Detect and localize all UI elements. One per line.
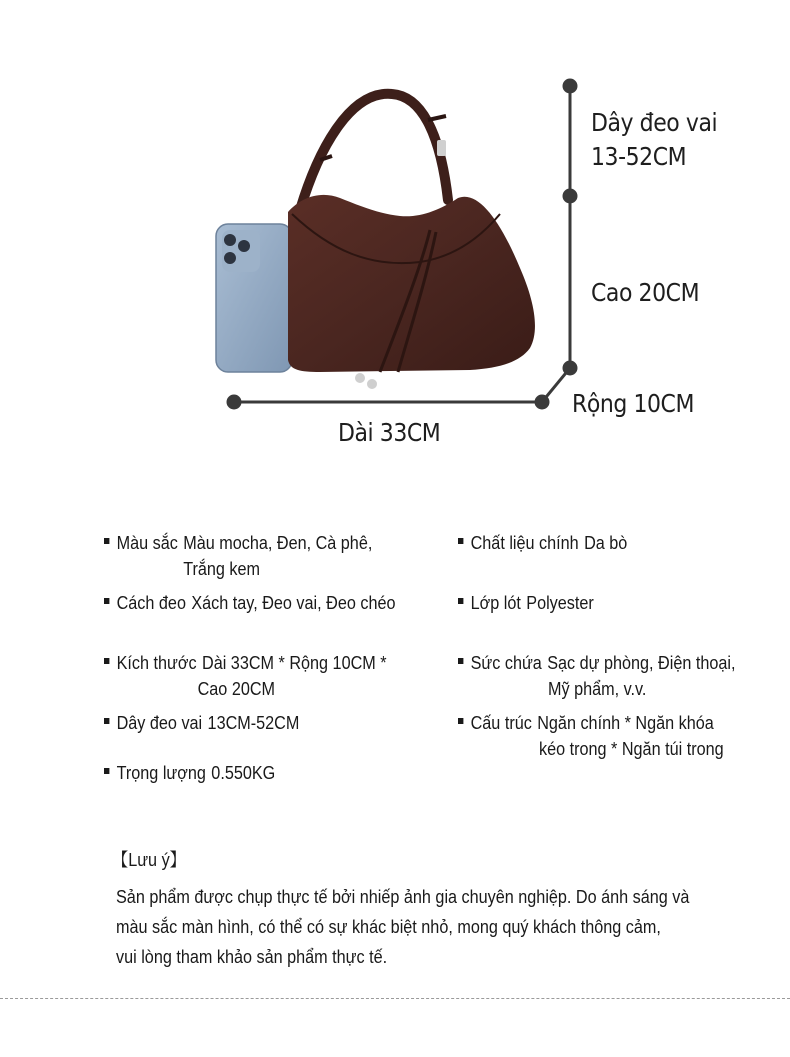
- spec-key: Chất liệu chính: [470, 533, 579, 553]
- length-left-dot: [228, 396, 240, 408]
- note-line: vui lòng tham khảo sản phẩm thực tế.: [116, 947, 388, 967]
- spec-value: Xách tay, Đeo vai, Đeo chéo: [191, 593, 396, 613]
- note-body: [116, 882, 692, 972]
- width-dimension-label: Rộng 10CM: [572, 389, 695, 418]
- spec-value: 13CM-52CM: [207, 713, 300, 733]
- note-title: 【Lưu ý】: [112, 850, 186, 870]
- bullet-icon: [104, 718, 109, 724]
- bullet-icon: [458, 718, 463, 724]
- spec-size: [104, 650, 387, 702]
- spec-carry: [104, 590, 395, 616]
- spec-lining: [458, 590, 594, 616]
- bullet-icon: [458, 598, 463, 604]
- length-dimension-label: Dài 33CM: [338, 418, 441, 447]
- spec-key: Cách đeo: [116, 593, 186, 613]
- bag-strap: [300, 94, 448, 210]
- bullet-icon: [104, 658, 109, 664]
- strap-dimension-label: Dây đeo vai: [591, 108, 718, 137]
- spec-key: Cấu trúc: [470, 713, 532, 733]
- bullet-icon: [104, 538, 109, 544]
- strap-top-dot: [564, 80, 576, 92]
- spec-weight: [104, 760, 275, 786]
- spec-value-cont: Trắng kem: [183, 559, 261, 579]
- spec-capacity: [458, 650, 736, 702]
- strap-bottom-dot: [564, 190, 576, 202]
- spec-value: Dài 33CM * Rộng 10CM *: [202, 653, 387, 673]
- divider: [0, 998, 790, 999]
- spec-key: Kích thước: [116, 653, 197, 673]
- spec-value: Da bò: [584, 533, 628, 553]
- note-line: màu sắc màn hình, có thể có sự khác biệt nhỏ, mong quý khách thông cảm,: [116, 917, 661, 937]
- bullet-icon: [104, 598, 109, 604]
- spec-color: [104, 530, 372, 582]
- strap-dimension-value: 13-52CM: [591, 142, 687, 171]
- spec-structure: [458, 710, 724, 762]
- height-dimension-label: Cao 20CM: [591, 278, 700, 307]
- spec-value: Ngăn chính * Ngăn khóa: [537, 713, 714, 733]
- spec-key: Màu sắc: [116, 533, 178, 553]
- bag-image: [288, 195, 535, 389]
- spec-material: [458, 530, 627, 556]
- spec-strap: [104, 710, 299, 736]
- spec-value-cont: kéo trong * Ngăn túi trong: [539, 739, 724, 759]
- phone-image: [216, 224, 292, 372]
- spec-value: Sạc dự phòng, Điện thoại,: [547, 653, 736, 673]
- width-measure-line: [542, 368, 570, 402]
- bullet-icon: [458, 658, 463, 664]
- spec-key: Sức chứa: [470, 653, 542, 673]
- spec-value: 0.550KG: [211, 763, 276, 783]
- spec-key: Dây đeo vai: [116, 713, 203, 733]
- note-line: Sản phẩm được chụp thực tế bởi nhiếp ảnh gia chuyên nghiệp. Do ánh sáng và: [116, 887, 690, 907]
- bullet-icon: [458, 538, 463, 544]
- bullet-icon: [104, 768, 109, 774]
- spec-value: Màu mocha, Đen, Cà phê,: [183, 533, 373, 553]
- spec-value-cont: Cao 20CM: [197, 679, 276, 699]
- spec-value: Polyester: [526, 593, 594, 613]
- spec-value-cont: Mỹ phẩm, v.v.: [548, 679, 647, 699]
- spec-key: Trọng lượng: [116, 763, 206, 783]
- spec-key: Lớp lót: [470, 593, 521, 613]
